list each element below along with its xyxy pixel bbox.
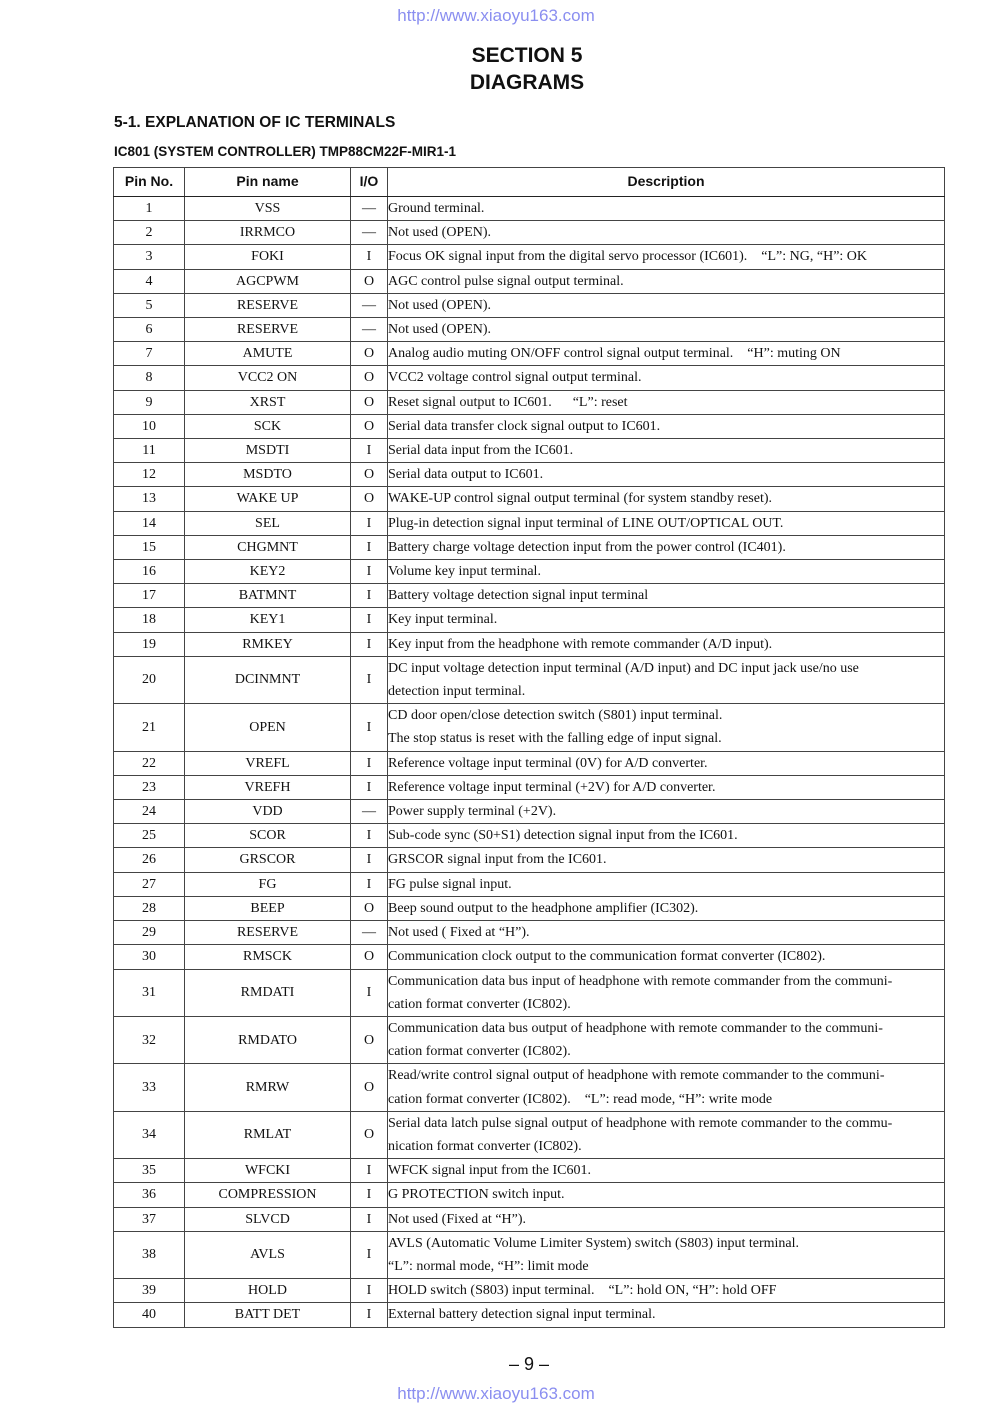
pin-number: 33: [114, 1064, 185, 1111]
pin-number: 40: [114, 1303, 185, 1327]
pin-description: [388, 704, 945, 751]
description-line: Power supply terminal (+2V).: [388, 804, 557, 820]
pin-name: VCC2 ON: [185, 366, 351, 390]
pin-number: 35: [114, 1159, 185, 1183]
pin-description: [388, 366, 945, 390]
pin-io: I: [351, 560, 388, 584]
pin-number: 38: [114, 1231, 185, 1278]
pin-name: RMDATI: [185, 969, 351, 1016]
pin-io: O: [351, 342, 388, 366]
table-row: [114, 969, 945, 1016]
pin-io: I: [351, 848, 388, 872]
pin-number: 39: [114, 1279, 185, 1303]
pin-description: [388, 945, 945, 969]
heading: 5-1. EXPLANATION OF IC TERMINALS: [114, 114, 396, 131]
table-row: [114, 704, 945, 751]
pin-number: 32: [114, 1016, 185, 1063]
pin-number: 37: [114, 1207, 185, 1231]
description-line: Serial data input from the IC601.: [388, 443, 574, 459]
table-row: [114, 390, 945, 414]
pin-name: RMKEY: [185, 632, 351, 656]
table-row: [114, 775, 945, 799]
pin-description: [388, 632, 945, 656]
description-line: Plug-in detection signal input terminal of LINE OUT/OPTICAL OUT.: [388, 515, 784, 531]
pin-name: KEY2: [185, 560, 351, 584]
pin-number: 18: [114, 608, 185, 632]
section-name: DIAGRAMS: [469, 71, 585, 94]
pin-description: [388, 656, 945, 703]
pin-name: MSDTO: [185, 463, 351, 487]
pin-name: VREFL: [185, 751, 351, 775]
pin-number: 12: [114, 463, 185, 487]
pin-io: I: [351, 608, 388, 632]
pin-io: —: [351, 318, 388, 342]
table-body: [114, 197, 945, 1328]
description-line: FG pulse signal input.: [388, 876, 512, 892]
table-row: [114, 560, 945, 584]
pin-description: [388, 439, 945, 463]
description-line: detection input terminal.: [388, 684, 526, 700]
column-header-pin-name: Pin name: [185, 168, 351, 197]
description-line: “L”: normal mode, “H”: limit mode: [388, 1258, 589, 1274]
source-url-bottom[interactable]: http://www.xiaoyu163.com: [397, 1384, 595, 1403]
pin-io: I: [351, 1159, 388, 1183]
pin-number: 3: [114, 245, 185, 269]
pin-number: 16: [114, 560, 185, 584]
pin-number: 9: [114, 390, 185, 414]
pin-description: [388, 969, 945, 1016]
description-line: cation format converter (IC802). “L”: read mode, “H”: write mode: [388, 1091, 773, 1107]
pin-number: 22: [114, 751, 185, 775]
description-line: AGC control pulse signal output terminal.: [388, 273, 624, 289]
pin-name: RESERVE: [185, 921, 351, 945]
pin-number: 4: [114, 269, 185, 293]
description-line: External battery detection signal input terminal.: [388, 1307, 656, 1323]
table-row: [114, 1016, 945, 1063]
table-row: [114, 1064, 945, 1111]
pin-io: —: [351, 800, 388, 824]
pin-name: VDD: [185, 800, 351, 824]
pin-name: DCINMNT: [185, 656, 351, 703]
description-line: DC input voltage detection input terminal (A/D input) and DC input jack use/no use: [388, 660, 859, 676]
description-line: Key input from the headphone with remote commander (A/D input).: [388, 636, 773, 652]
pin-name: WAKE UP: [185, 487, 351, 511]
description-line: WFCK signal input from the IC601.: [388, 1163, 591, 1179]
pin-description: [388, 1016, 945, 1063]
pin-description: [388, 318, 945, 342]
pin-number: 10: [114, 414, 185, 438]
source-url-top[interactable]: http://www.xiaoyu163.com: [397, 6, 595, 25]
table-row: [114, 1183, 945, 1207]
pin-io: I: [351, 656, 388, 703]
pin-io: —: [351, 293, 388, 317]
description-line: AVLS (Automatic Volume Limiter System) switch (S803) input terminal.: [388, 1235, 800, 1251]
pin-name: RMDATO: [185, 1016, 351, 1063]
table-header-row: [114, 168, 945, 197]
pin-io: I: [351, 1303, 388, 1327]
pin-name: WFCKI: [185, 1159, 351, 1183]
pin-io: I: [351, 775, 388, 799]
pin-number: 26: [114, 848, 185, 872]
pin-description: [388, 269, 945, 293]
description-line: Sub-code sync (S0+S1) detection signal input from the IC601.: [388, 828, 738, 844]
pin-description: [388, 342, 945, 366]
pin-description: [388, 800, 945, 824]
pin-name: VREFH: [185, 775, 351, 799]
pin-io: I: [351, 584, 388, 608]
description-line: Communication clock output to the communication format converter (IC802).: [388, 949, 826, 965]
description-line: CD door open/close detection switch (S801) input terminal.: [388, 708, 723, 724]
description-line: GRSCOR signal input from the IC601.: [388, 852, 607, 868]
pin-number: 28: [114, 896, 185, 920]
pin-description: [388, 1111, 945, 1158]
table-row: [114, 463, 945, 487]
table-row: [114, 872, 945, 896]
pin-name: SEL: [185, 511, 351, 535]
pin-number: 36: [114, 1183, 185, 1207]
description-line: Reference voltage input terminal (+2V) for A/D converter.: [388, 779, 716, 795]
table-row: [114, 414, 945, 438]
pin-io: O: [351, 390, 388, 414]
pin-name: SLVCD: [185, 1207, 351, 1231]
pin-number: 27: [114, 872, 185, 896]
pin-io: I: [351, 245, 388, 269]
column-header-pin-no: Pin No.: [114, 168, 185, 197]
description-line: Serial data output to IC601.: [388, 467, 544, 483]
pin-description: [388, 463, 945, 487]
pin-io: O: [351, 896, 388, 920]
table-row: [114, 535, 945, 559]
table-row: [114, 1207, 945, 1231]
table-row: [114, 245, 945, 269]
description-line: Volume key input terminal.: [388, 564, 541, 580]
pin-number: 1: [114, 197, 185, 221]
description-line: WAKE-UP control signal output terminal (for system standby reset).: [388, 491, 773, 507]
pin-number: 11: [114, 439, 185, 463]
pin-description: [388, 1064, 945, 1111]
pin-number: 25: [114, 824, 185, 848]
pin-io: O: [351, 269, 388, 293]
table-row: [114, 896, 945, 920]
pin-io: I: [351, 1183, 388, 1207]
table-row: [114, 1303, 945, 1327]
pin-description: [388, 560, 945, 584]
table-row: [114, 318, 945, 342]
table-row: [114, 197, 945, 221]
pin-name: IRRMCO: [185, 221, 351, 245]
pin-description: [388, 511, 945, 535]
pin-description: [388, 1303, 945, 1327]
description-line: Not used (OPEN).: [388, 225, 492, 241]
pin-description: [388, 751, 945, 775]
pin-io: O: [351, 487, 388, 511]
description-line: Serial data transfer clock signal output to IC601.: [388, 418, 661, 434]
pin-name: FG: [185, 872, 351, 896]
pin-number: 17: [114, 584, 185, 608]
pin-description: [388, 872, 945, 896]
table-row: [114, 487, 945, 511]
pin-name: AMUTE: [185, 342, 351, 366]
pin-io: I: [351, 751, 388, 775]
description-line: Reset signal output to IC601. “L”: reset: [388, 394, 628, 410]
pin-io: I: [351, 439, 388, 463]
column-header-io: I/O: [351, 168, 388, 197]
pin-io: I: [351, 511, 388, 535]
pin-number: 34: [114, 1111, 185, 1158]
pin-description: [388, 1279, 945, 1303]
pin-description: [388, 535, 945, 559]
pin-description: [388, 414, 945, 438]
section-title: [0, 42, 992, 96]
pin-name: RESERVE: [185, 293, 351, 317]
table-row: [114, 800, 945, 824]
pin-number: 20: [114, 656, 185, 703]
pin-number: 19: [114, 632, 185, 656]
pin-io: O: [351, 1016, 388, 1063]
table-row: [114, 824, 945, 848]
pin-number: 29: [114, 921, 185, 945]
pin-io: I: [351, 1231, 388, 1278]
pin-io: O: [351, 1064, 388, 1111]
pin-description: [388, 1207, 945, 1231]
pin-io: I: [351, 1279, 388, 1303]
table-row: [114, 511, 945, 535]
description-line: cation format converter (IC802).: [388, 1044, 571, 1060]
table-row: [114, 608, 945, 632]
description-line: Serial data latch pulse signal output of headphone with remote commander to the commu-: [388, 1115, 893, 1131]
pin-name: KEY1: [185, 608, 351, 632]
pin-description: [388, 293, 945, 317]
pin-io: O: [351, 366, 388, 390]
pin-name: GRSCOR: [185, 848, 351, 872]
description-line: Communication data bus output of headphone with remote commander to the communi-: [388, 1020, 883, 1036]
pin-name: BATT DET: [185, 1303, 351, 1327]
pin-name: RESERVE: [185, 318, 351, 342]
description-line: Key input terminal.: [388, 612, 498, 628]
description-line: nication format converter (IC802).: [388, 1138, 582, 1154]
table-row: [114, 848, 945, 872]
pin-io: I: [351, 535, 388, 559]
pin-name: XRST: [185, 390, 351, 414]
pin-description: [388, 245, 945, 269]
description-line: Communication data bus input of headphone with remote commander from the communi-: [388, 973, 893, 989]
pin-name: SCOR: [185, 824, 351, 848]
table-row: [114, 1159, 945, 1183]
pin-number: 13: [114, 487, 185, 511]
description-line: Not used ( Fixed at “H”).: [388, 925, 530, 941]
table-row: [114, 293, 945, 317]
pin-name: MSDTI: [185, 439, 351, 463]
table-row: [114, 632, 945, 656]
table-row: [114, 945, 945, 969]
pin-io: I: [351, 824, 388, 848]
pin-description: [388, 1183, 945, 1207]
description-line: G PROTECTION switch input.: [388, 1187, 565, 1203]
pin-io: O: [351, 945, 388, 969]
pin-io: I: [351, 1207, 388, 1231]
pin-number: 23: [114, 775, 185, 799]
pin-name: OPEN: [185, 704, 351, 751]
table-row: [114, 584, 945, 608]
pin-description: [388, 390, 945, 414]
table-row: [114, 1231, 945, 1278]
description-line: Not used (OPEN).: [388, 297, 492, 313]
description-line: Not used (Fixed at “H”).: [388, 1211, 527, 1227]
pin-number: 21: [114, 704, 185, 751]
section-number: SECTION 5: [471, 44, 583, 67]
pin-number: 7: [114, 342, 185, 366]
description-line: Analog audio muting ON/OFF control signal output terminal. “H”: muting ON: [388, 346, 841, 362]
table-row: [114, 366, 945, 390]
pin-io: I: [351, 632, 388, 656]
pin-description: [388, 1231, 945, 1278]
table-row: [114, 269, 945, 293]
description-line: VCC2 voltage control signal output terminal.: [388, 370, 642, 386]
pin-description: [388, 824, 945, 848]
pin-io: I: [351, 969, 388, 1016]
column-header-description: Description: [388, 168, 945, 197]
pin-name: HOLD: [185, 1279, 351, 1303]
pin-number: 14: [114, 511, 185, 535]
pin-name: RMLAT: [185, 1111, 351, 1158]
pin-io: —: [351, 197, 388, 221]
pin-name: BEEP: [185, 896, 351, 920]
pin-number: 31: [114, 969, 185, 1016]
pin-number: 6: [114, 318, 185, 342]
pin-description: [388, 221, 945, 245]
pin-number: 8: [114, 366, 185, 390]
pin-name: BATMNT: [185, 584, 351, 608]
description-line: Battery voltage detection signal input terminal: [388, 588, 649, 604]
table-row: [114, 1111, 945, 1158]
pin-name: COMPRESSION: [185, 1183, 351, 1207]
pin-number: 30: [114, 945, 185, 969]
pin-description: [388, 921, 945, 945]
pin-description: [388, 487, 945, 511]
description-line: Ground terminal.: [388, 201, 485, 216]
pin-number: 24: [114, 800, 185, 824]
pin-name: CHGMNT: [185, 535, 351, 559]
pin-io: O: [351, 463, 388, 487]
pin-name: RMRW: [185, 1064, 351, 1111]
table-row: [114, 342, 945, 366]
description-line: HOLD switch (S803) input terminal. “L”: hold ON, “H”: hold OFF: [388, 1283, 777, 1299]
pin-io: O: [351, 1111, 388, 1158]
pin-number: 5: [114, 293, 185, 317]
pin-description: [388, 584, 945, 608]
pin-name: FOKI: [185, 245, 351, 269]
pin-io: I: [351, 872, 388, 896]
pin-io: I: [351, 704, 388, 751]
pin-io: O: [351, 414, 388, 438]
table-row: [114, 221, 945, 245]
pin-description: [388, 775, 945, 799]
page-number: – 9 –: [508, 1354, 550, 1374]
pin-number: 15: [114, 535, 185, 559]
pin-name: SCK: [185, 414, 351, 438]
subheading: IC801 (SYSTEM CONTROLLER) TMP88CM22F-MIR1-1: [114, 144, 457, 159]
table-row: [114, 921, 945, 945]
pin-number: 2: [114, 221, 185, 245]
table-row: [114, 751, 945, 775]
pin-name: AGCPWM: [185, 269, 351, 293]
table-row: [114, 439, 945, 463]
description-line: The stop status is reset with the falling edge of input signal.: [388, 731, 722, 747]
pin-description: [388, 848, 945, 872]
pin-io: —: [351, 221, 388, 245]
table-row: [114, 1279, 945, 1303]
pin-description: [388, 197, 945, 221]
description-line: cation format converter (IC802).: [388, 996, 571, 1012]
pin-name: AVLS: [185, 1231, 351, 1278]
description-line: Read/write control signal output of headphone with remote commander to the communi-: [388, 1068, 885, 1084]
pin-description: [388, 896, 945, 920]
description-line: Battery charge voltage detection input from the power control (IC401).: [388, 539, 786, 555]
pin-io: —: [351, 921, 388, 945]
description-line: Not used (OPEN).: [388, 322, 492, 338]
ic-terminal-table: [113, 167, 945, 1328]
pin-name: VSS: [185, 197, 351, 221]
description-line: Focus OK signal input from the digital servo processor (IC601). “L”: NG, “H”: OK: [388, 249, 868, 265]
description-line: Beep sound output to the headphone amplifier (IC302).: [388, 900, 699, 916]
pin-description: [388, 1159, 945, 1183]
table-row: [114, 656, 945, 703]
pin-description: [388, 608, 945, 632]
pin-name: RMSCK: [185, 945, 351, 969]
description-line: Reference voltage input terminal (0V) for A/D converter.: [388, 755, 708, 771]
